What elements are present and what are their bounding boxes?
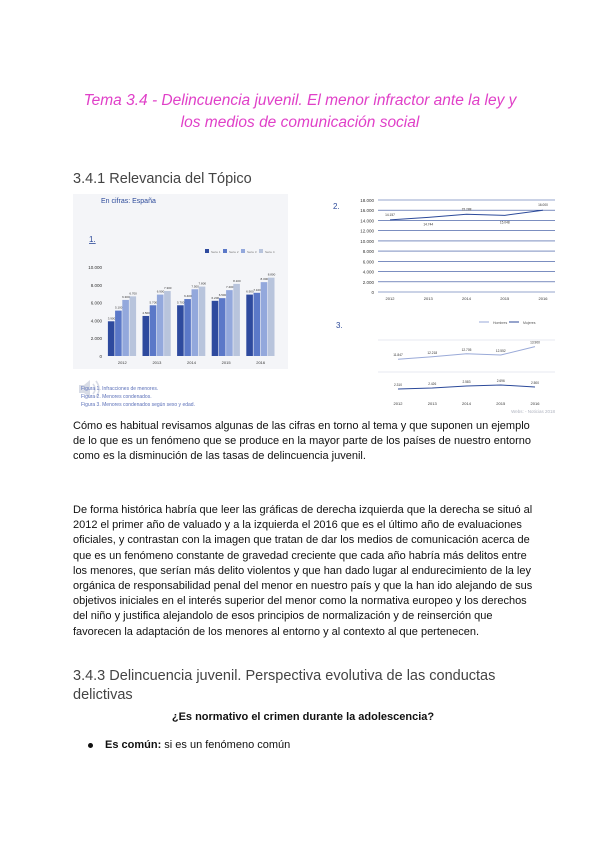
chart1-xtick-label: 2015 <box>221 360 231 365</box>
chart3-data-label: 13.900 <box>530 340 540 345</box>
chart1-bar <box>143 316 150 356</box>
chart3-data-label: 2.696 <box>496 379 505 383</box>
chart1-bar <box>268 278 275 356</box>
bullet-item <box>88 739 290 751</box>
chart1-bar-label: 5.100 <box>114 305 123 310</box>
section-heading-delincuencia <box>73 667 495 705</box>
chart3-data-label: 2.310 <box>394 383 402 387</box>
chart3-xtick-label: 2015 <box>496 401 506 406</box>
chart2-data-label: 14.157 <box>385 212 395 217</box>
chart2-xtick-label: 2013 <box>423 296 433 301</box>
chart1-xtick-label: 2013 <box>152 360 162 365</box>
chart1-bar <box>108 321 115 356</box>
chart2-data-label: 15.288 <box>461 207 472 212</box>
chart3-series-mujeres <box>398 385 535 389</box>
chart1-legend-label: Serie 3 <box>247 250 257 254</box>
chart1-legend-swatch <box>223 249 227 253</box>
chart1-bar <box>199 287 206 356</box>
chart2-xtick-label: 2014 <box>462 296 471 301</box>
chart1-xtick-label: 2014 <box>187 360 196 365</box>
chart1-ytick-label: 6.000 <box>90 300 102 306</box>
chart1-bar <box>150 305 157 356</box>
title-line-2: los medios de comunicación social <box>180 114 420 131</box>
line-chart-sexo <box>378 321 555 406</box>
chart2-ytick-label: 0 <box>371 290 374 295</box>
statistics-slide-image <box>73 194 563 416</box>
chart1-bar <box>212 301 219 356</box>
chart2-ytick-label: 18.000 <box>360 198 374 203</box>
chart3-number: 3. <box>336 321 343 330</box>
chart3-xtick-label: 2014 <box>462 401 471 406</box>
chart1-bar <box>192 289 199 356</box>
bullet-dot <box>88 743 93 748</box>
chart1-bar-label: 7.500 <box>191 284 199 289</box>
chart1-bar <box>254 293 261 356</box>
chart3-data-label: 12.705 <box>461 347 472 352</box>
bullet-bold: Es común: <box>105 739 162 751</box>
chart3-xtick-label: 2016 <box>530 401 540 406</box>
chart2-ytick-label: 10.000 <box>360 238 374 244</box>
chart2-data-label: 16.000 <box>538 203 548 208</box>
chart2-series-line <box>390 210 543 220</box>
chart1-ytick-label: 4.000 <box>90 318 102 324</box>
chart1-bar-label: 8.100 <box>233 278 241 283</box>
chart2-data-label: 14.744 <box>423 222 434 227</box>
chart3-legend-label: Hombres <box>493 321 508 325</box>
chart1-number: 1. <box>89 235 96 244</box>
chart1-bar-label: 6.900 <box>156 289 165 294</box>
paragraph-cifras: Cómo es habitual revisamos algunas de las cifras en torno al tema y que suponen un ejemplo de lo que es un fenómeno que se produce en la mayor parte de los países de nuestro entorno como es la disminución de las tasas de delincuencia juvenil. <box>73 420 532 463</box>
chart3-data-label: 2.426 <box>428 382 437 386</box>
chart1-bar-label: 7.300 <box>163 286 172 291</box>
bullet-text: si es un fenómeno común <box>161 739 291 751</box>
chart1-bar <box>164 291 171 356</box>
chart2-ytick-label: 6.000 <box>362 259 374 265</box>
chart3-data-label: 11.847 <box>393 353 403 358</box>
chart1-bar <box>233 284 240 356</box>
chart3-data-label: 2.583 <box>462 380 471 384</box>
chart3-data-label: 12.218 <box>427 350 438 355</box>
title-line-1: Tema 3.4 - Delincuencia juvenil. El menor infractor ante la ley y <box>83 92 517 109</box>
figure-note-2: Figura 2. Menores condenados. <box>81 394 152 400</box>
chart3-data-label: 2.500 <box>531 381 539 385</box>
chart1-ytick-label: 10.000 <box>88 265 102 270</box>
chart1-legend-label: Serie 2 <box>229 250 239 254</box>
chart1-legend-swatch <box>259 249 263 253</box>
chart1-xtick-label: 2012 <box>117 360 127 365</box>
chart1-bar-label: 7.400 <box>225 285 234 290</box>
chart2-ytick-label: 16.000 <box>360 208 374 214</box>
chart1-bar <box>157 295 164 356</box>
chart1-bar <box>184 299 191 356</box>
chart1-bar-label: 8.300 <box>260 277 269 282</box>
chart1-bar <box>219 298 226 356</box>
chart1-bar <box>130 296 137 356</box>
paragraph-historica: De forma histórica habría que leer las gráficas de derecha izquierda que la derecha se situó al 2012 el primer año de valuado y a la izquierda el 2016 que es el último año de evaluaciones oficiales, y contrastan con la imagen que tratan de dar los medios de comunicación acerca de que es un fenómeno constante de gravedad creciente que cada año habría más delitos entre los menores, que serían más delito violentos y que han dado lugar al endurecimiento de la ley orgánica de responsabilidad penal del menor en nuestro país y que la han ido alejando de sus objetivos iniciales en el interés superior del menor como la normativa europeo y los derechos del niño y justifica alejandolo de esos principios de normalización y de reinserción que favorecen la adaptación de los menores al entorno y al contexto al que pertenecen. <box>73 504 533 638</box>
slide-header: En cifras: España <box>101 198 156 205</box>
chart1-bar <box>261 282 268 356</box>
chart1-bar <box>177 305 184 356</box>
chart1-bar-label: 7.800 <box>198 281 207 286</box>
statistics-slide-svg <box>73 194 563 416</box>
chart1-legend-swatch <box>205 249 209 253</box>
section-heading-line-2: delictivas <box>73 687 133 703</box>
chart1-bar-label: 4.500 <box>142 310 150 315</box>
chart2-xtick-label: 2015 <box>500 296 510 301</box>
chart1-bar-label: 6.300 <box>122 294 130 299</box>
chart1-bar-label: 8.800 <box>267 272 276 277</box>
chart1-ytick-label: 2.000 <box>90 336 102 342</box>
chart1-bar-label: 7.100 <box>253 287 261 292</box>
chart2-ytick-label: 4.000 <box>362 269 374 275</box>
chart2-ytick-label: 8.000 <box>362 249 374 255</box>
chart3-data-label: 12.552 <box>495 349 506 353</box>
chart1-bar-label: 5.700 <box>149 300 158 305</box>
chart2-number: 2. <box>333 202 340 211</box>
chart2-ytick-label: 14.000 <box>360 218 374 224</box>
chart1-bar <box>122 300 129 356</box>
chart1-xtick-label: 2016 <box>256 360 266 365</box>
chart1-legend-label: Serie 1 <box>211 250 221 254</box>
chart1-bar-label: 3.900 <box>107 316 116 321</box>
chart1-bar-label: 6.700 <box>129 291 137 296</box>
chart2-data-label: 15.048 <box>499 220 510 225</box>
line-chart-condenados <box>360 198 555 301</box>
section-heading-relevancia: 3.4.1 Relevancia del Tópico <box>73 171 252 187</box>
chart1-bar <box>115 311 122 356</box>
chart1-bar-label: 5.700 <box>176 300 185 305</box>
chart1-ytick-label: 0 <box>99 354 102 359</box>
page-title <box>60 90 540 134</box>
chart1-bar <box>246 295 253 356</box>
chart1-bar-label: 6.400 <box>184 294 192 299</box>
chart2-xtick-label: 2016 <box>538 296 548 301</box>
chart3-legend-label: Mujeres <box>523 321 536 325</box>
figure-note-1: Figura 1. Infracciones de menores. <box>81 386 159 392</box>
chart1-bar-label: 6.200 <box>211 295 220 300</box>
chart1-ytick-label: 8.000 <box>90 282 102 288</box>
section-heading-line-1: 3.4.3 Delincuencia juvenil. Perspectiva evolutiva de las conductas <box>73 668 496 684</box>
chart2-ytick-label: 2.000 <box>362 279 374 285</box>
chart2-xtick-label: 2012 <box>385 296 395 301</box>
figure-note-3: Figura 3. Menores condenados según sexo y edad. <box>81 402 195 408</box>
chart1-bar <box>226 290 233 356</box>
chart3-xtick-label: 2012 <box>393 401 403 406</box>
chart3-xtick-label: 2013 <box>427 401 437 406</box>
chart1-bar-label: 6.500 <box>218 293 227 298</box>
chart1-legend-swatch <box>241 249 245 253</box>
question-heading: ¿Es normativo el crimen durante la adolescencia? <box>171 711 435 723</box>
chart1-legend-label: Serie 4 <box>265 250 275 254</box>
slide-watermark: Webs: - Noticias 2018 <box>511 409 555 414</box>
chart2-ytick-label: 12.000 <box>360 228 374 234</box>
chart1-bar-label: 6.900 <box>246 289 254 294</box>
